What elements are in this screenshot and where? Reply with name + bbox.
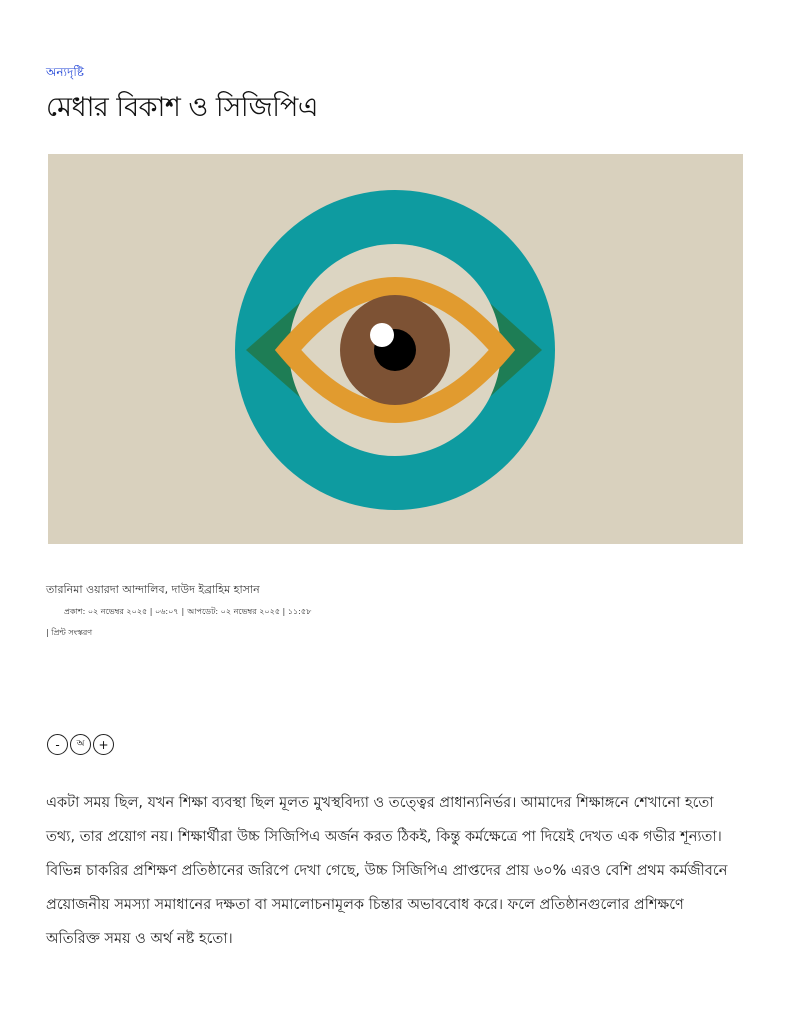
reset-font-button[interactable]: অ [70, 734, 91, 755]
decrease-font-button[interactable]: - [47, 734, 68, 755]
article-title: মেধার বিকাশ ও সিজিপিএ [46, 92, 318, 123]
body-line: তথ্য, তার প্রয়োগ নয়। শিক্ষার্থীরা উচ্চ সিজিপিএ অর্জন করত ঠিকই, কিন্তু কর্মক্ষেত্রে পা দিয়েই দেখত এক গভীর শূন্যতা। [46, 829, 722, 845]
eye-illustration [48, 154, 743, 544]
category-link[interactable]: অন্যদৃষ্টি [46, 65, 84, 79]
body-line: অতিরিক্ত সময় ও অর্থ নষ্ট হতো। [46, 931, 233, 947]
body-line: একটা সময় ছিল, যখন শিক্ষা ব্যবস্থা ছিল মূলত মুখস্থবিদ্যা ও তত্ত্বের প্রাধান্যনির্ভর। আমাদের শিক্ষাঙ্গনে শেখানো হতো [46, 795, 714, 811]
increase-font-button[interactable]: + [93, 734, 114, 755]
published-date: প্রকাশ: ০২ নভেম্বর ২০২৫ | ০৬:০৭ [64, 607, 179, 616]
eye-highlight [370, 323, 394, 347]
font-size-controls [47, 734, 114, 755]
print-edition-link[interactable]: | প্রিন্ট সংস্করণ [46, 628, 93, 637]
meta-separator: | [181, 607, 185, 616]
article-body [46, 786, 746, 956]
body-line: প্রয়োজনীয় সমস্যা সমাধানের দক্ষতা বা সমালোচনামূলক চিন্তার অভাববোধ করে। ফলে প্রতিষ্ঠানগুলোর প্রশিক্ষণে [46, 897, 684, 913]
hero-illustration [48, 154, 743, 544]
author-byline: তারনিমা ওয়ারদা আন্দালিব, দাউদ ইব্রাহিম হাসান [46, 583, 260, 596]
publish-meta [64, 606, 311, 619]
body-line: বিভিন্ন চাকরির প্রশিক্ষণ প্রতিষ্ঠানের জরিপে দেখা গেছে, উচ্চ সিজিপিএ প্রাপ্তদের প্রায় ৬০% এরও বেশি প্রথম কর্মজীবনে [46, 863, 728, 879]
updated-date: আপডেট: ০২ নভেম্বর ২০২৫ | ১১:৫৮ [187, 607, 312, 616]
